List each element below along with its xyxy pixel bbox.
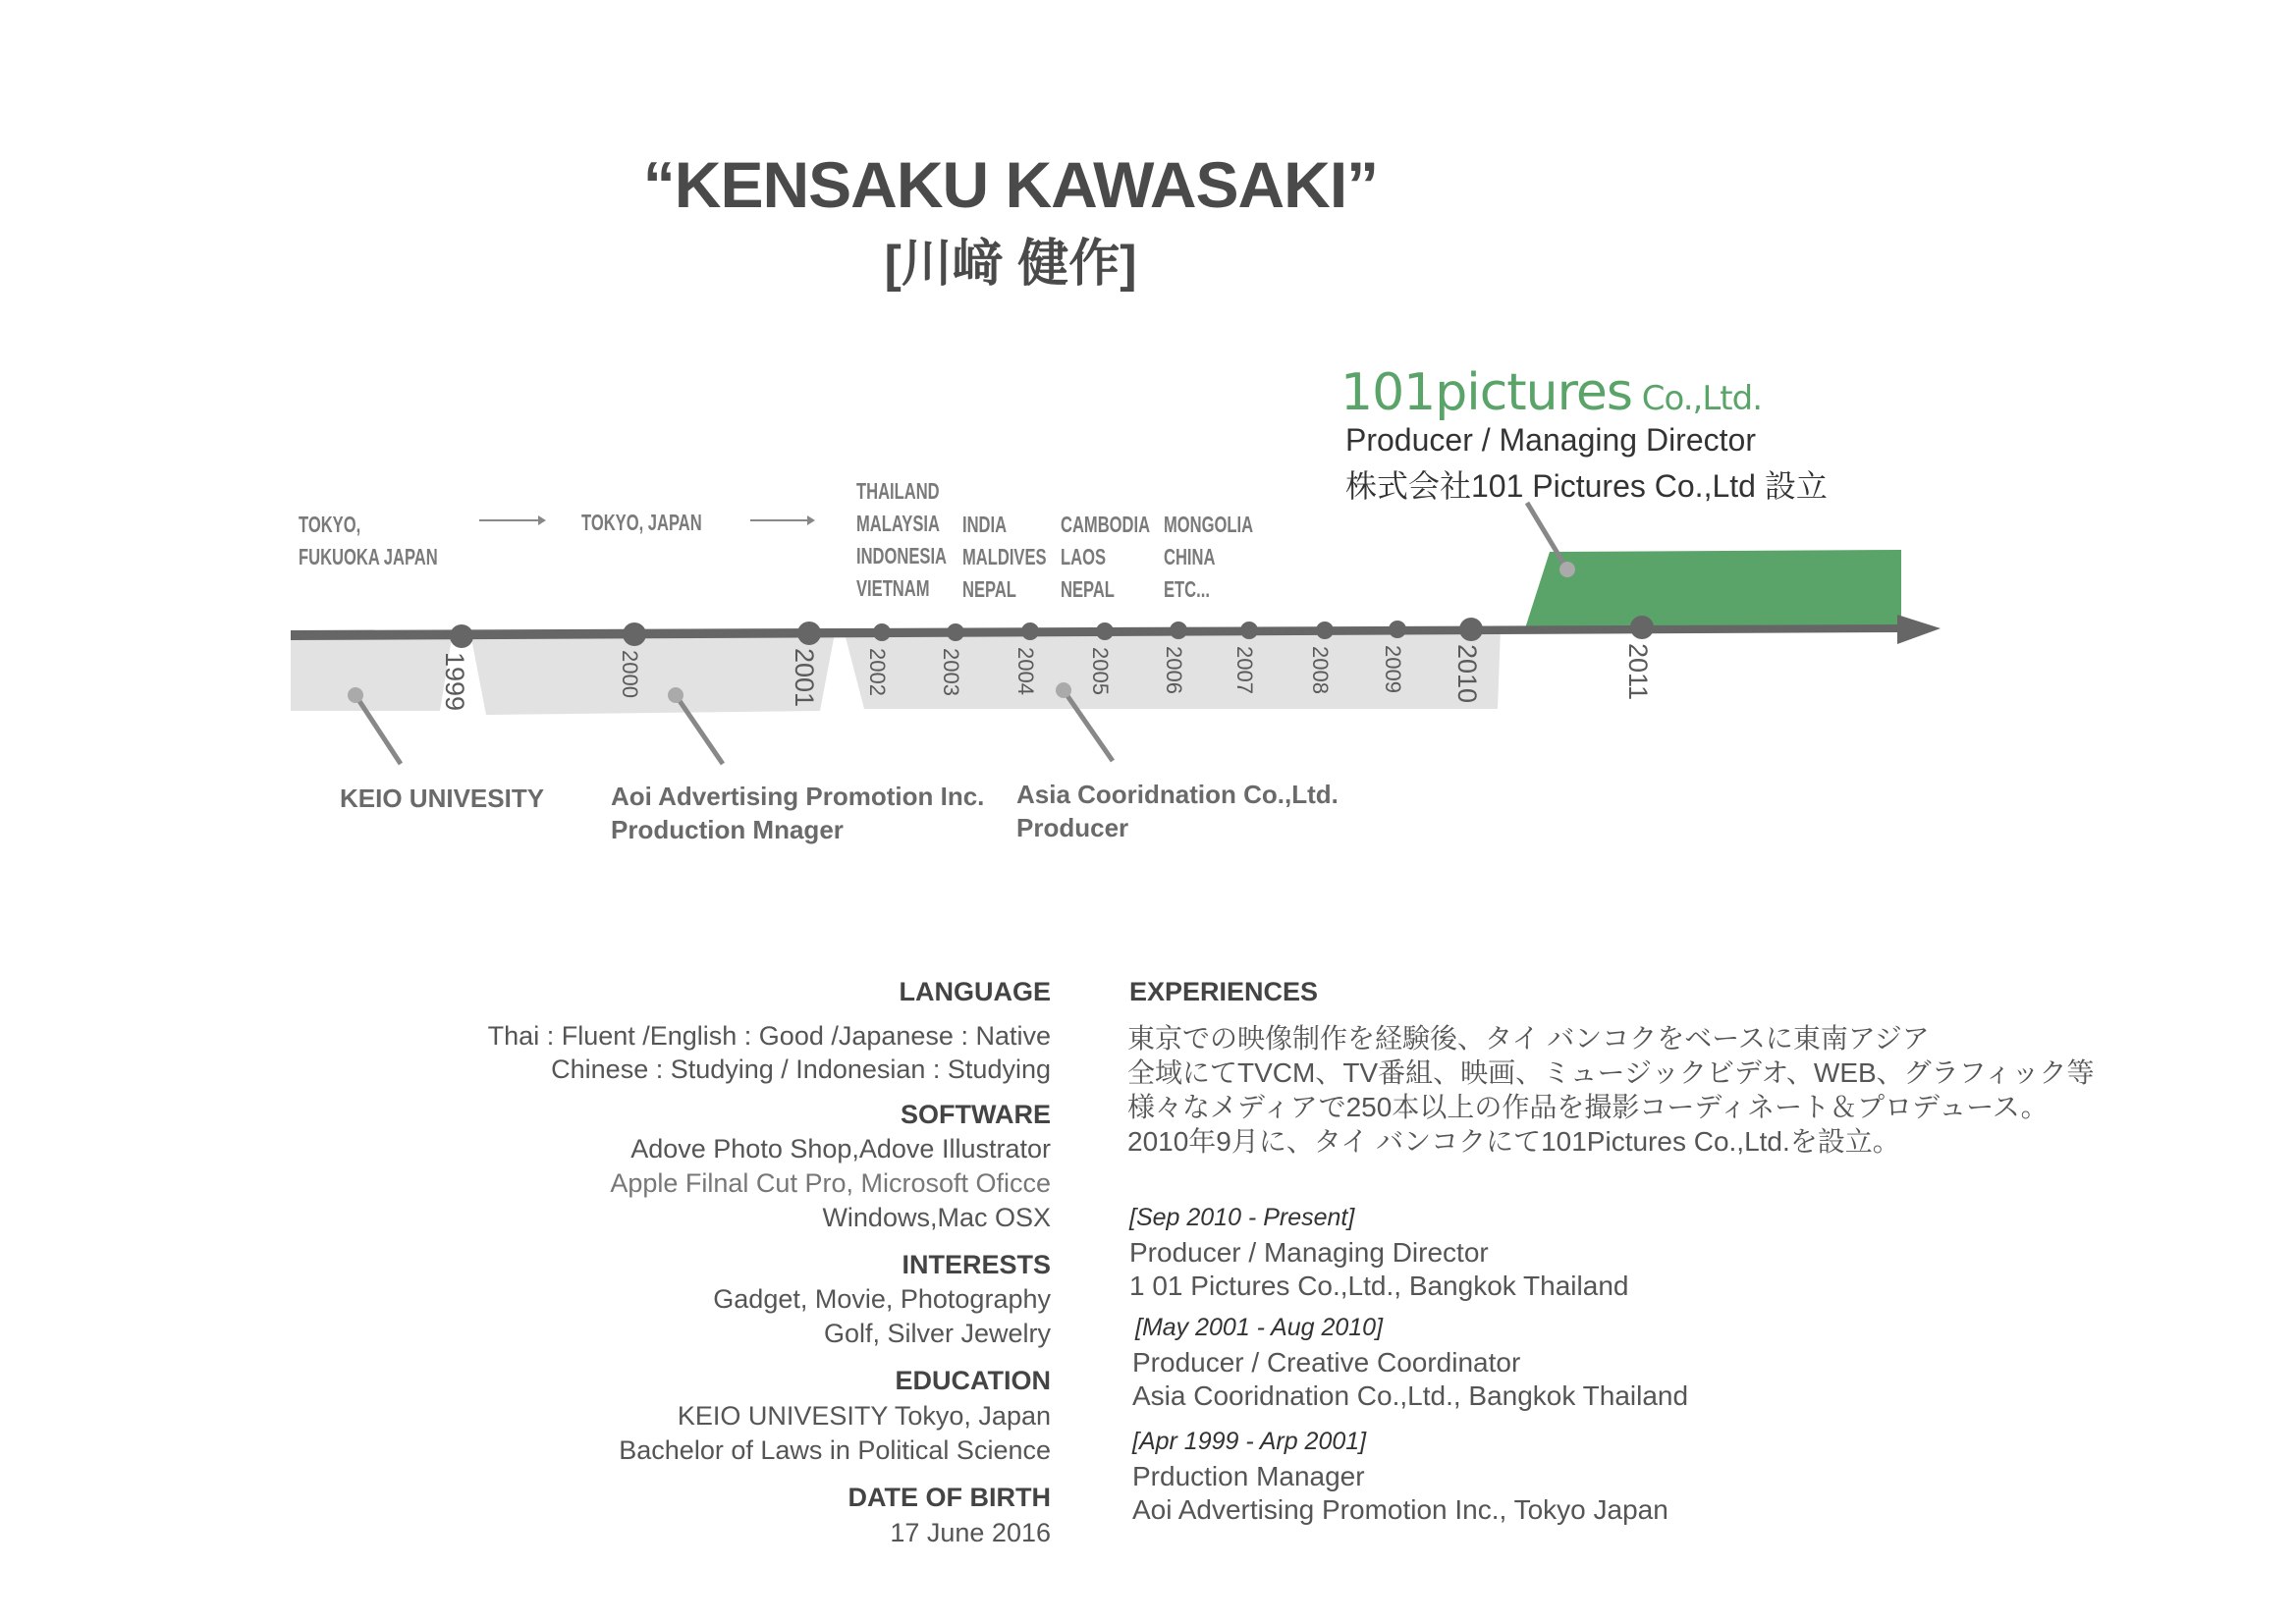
education-line: Bachelor of Laws in Political Science: [619, 1435, 1051, 1465]
year-label-2004: 2004: [1013, 647, 1038, 695]
location-line: VIETNAM: [856, 575, 930, 601]
dot-2004: [1021, 622, 1039, 640]
dot-2000: [623, 622, 646, 646]
page-title: “KENSAKU KAWASAKI”: [642, 148, 1379, 221]
interests-heading: INTERESTS: [902, 1250, 1051, 1279]
year-label-2000: 2000: [618, 650, 642, 698]
dot-2008: [1316, 622, 1334, 639]
job-period: [Sep 2010 - Present]: [1129, 1204, 1355, 1231]
caption-keio: [340, 782, 544, 815]
education-heading: EDUCATION: [895, 1366, 1051, 1395]
location-line: LAOS: [1061, 544, 1107, 569]
caption-aoi: [611, 780, 984, 846]
dot-2006: [1170, 622, 1187, 639]
year-label-2005: 2005: [1088, 647, 1113, 695]
location-line: ETC...: [1164, 576, 1210, 602]
caption-line: KEIO UNIVESITY: [340, 784, 545, 813]
location-sea-3: [1061, 509, 1150, 606]
birth-value: 17 June 2016: [890, 1518, 1051, 1547]
location-line: TOKYO, JAPAN: [581, 510, 702, 535]
experiences-heading: EXPERIENCES: [1129, 977, 1319, 1006]
software-line: Apple Filnal Cut Pro, Microsoft Oficce: [610, 1168, 1051, 1198]
language-heading: LANGUAGE: [899, 977, 1051, 1006]
location-line: INDIA: [962, 512, 1008, 537]
location-sea-2: [962, 509, 1047, 606]
location-line: MONGOLIA: [1164, 512, 1254, 537]
year-label-2002: 2002: [865, 648, 890, 696]
dot-2003: [947, 623, 964, 641]
caption-line: Aoi Advertising Promotion Inc.: [611, 782, 985, 811]
location-line: THAILAND: [856, 478, 940, 504]
job-company: Asia Cooridnation Co.,Ltd., Bangkok Thailand: [1132, 1380, 1689, 1411]
location-line: CHINA: [1164, 544, 1216, 569]
location-line: NEPAL: [1061, 576, 1115, 602]
year-label-2010: 2010: [1452, 644, 1482, 704]
timeline-band-101pictures: [1525, 550, 1901, 628]
location-line: NEPAL: [962, 576, 1016, 602]
experience-description-line: 2010年9月に、タイ バンコクにて101Pictures Co.,Ltd.を設立。: [1127, 1126, 1900, 1157]
dot-2001: [797, 622, 821, 645]
location-sea-1: [856, 475, 947, 605]
dot-2002: [873, 623, 891, 641]
dot-2011: [1630, 616, 1654, 639]
company-logo: [1340, 363, 1762, 422]
language-line: Thai : Fluent /English : Good /Japanese : Native: [487, 1021, 1051, 1051]
year-label-2011: 2011: [1623, 643, 1653, 701]
location-tokyo-fukuoka: [299, 509, 438, 573]
caption-line: Asia Cooridnation Co.,Ltd.: [1016, 780, 1339, 809]
language-line: Chinese : Studying / Indonesian : Studying: [551, 1055, 1051, 1084]
location-line: CAMBODIA: [1061, 512, 1151, 537]
job-title: Producer / Managing Director: [1129, 1237, 1489, 1268]
job-title: Producer / Creative Coordinator: [1132, 1347, 1521, 1378]
location-line: TOKYO,: [299, 512, 361, 537]
job-period: [May 2001 - Aug 2010]: [1135, 1314, 1384, 1341]
current-role-jp: 株式会社101 Pictures Co.,Ltd 設立: [1345, 468, 1828, 504]
location-line: INDONESIA: [856, 543, 948, 568]
location-tokyo: [581, 507, 702, 539]
timeline-arrowhead: [1897, 615, 1941, 644]
software-heading: SOFTWARE: [901, 1100, 1051, 1129]
education-line: KEIO UNIVESITY Tokyo, Japan: [677, 1401, 1051, 1431]
dot-2010: [1459, 618, 1483, 641]
experience-description-line: 東京での映像制作を経験後、タイ バンコクをベースに東南アジア: [1127, 1023, 1930, 1054]
interests-line: Gadget, Movie, Photography: [713, 1284, 1051, 1314]
job-title: Prduction Manager: [1132, 1461, 1365, 1491]
company-pointer-dot: [1559, 562, 1575, 577]
location-line: FUKUOKA JAPAN: [299, 544, 438, 569]
birth-heading: DATE OF BIRTH: [847, 1483, 1051, 1512]
experience-description-line: 様々なメディアで250本以上の作品を撮影コーディネート＆プロデュース。: [1127, 1092, 2049, 1122]
year-label-2008: 2008: [1308, 646, 1333, 694]
job-company: 1 01 Pictures Co.,Ltd., Bangkok Thailand: [1129, 1271, 1629, 1301]
interests-line: Golf, Silver Jewelry: [823, 1319, 1051, 1348]
year-label-2003: 2003: [939, 648, 963, 696]
location-line: MALDIVES: [962, 544, 1047, 569]
location-asia: [1164, 509, 1253, 606]
caption-line: Producer: [1016, 813, 1129, 842]
company-logo-suffix: Co.,Ltd.: [1631, 379, 1762, 418]
dot-1999: [450, 624, 473, 648]
job-period: [Apr 1999 - Arp 2001]: [1132, 1428, 1367, 1455]
current-role: Producer / Managing Director: [1345, 422, 1756, 458]
dot-2007: [1240, 622, 1258, 639]
company-pointer: [1527, 503, 1567, 569]
name-kanji: [川﨑 健作]: [884, 236, 1137, 293]
timeline-band-keio: [291, 638, 452, 711]
experience-description-line: 全域にてTVCM、TV番組、映画、ミュージックビデオ、WEB、グラフィック等: [1127, 1057, 2095, 1088]
company-logo-main: 101pictures: [1340, 363, 1632, 422]
job-company: Aoi Advertising Promotion Inc., Tokyo Japan: [1132, 1494, 1668, 1525]
caption-asia: [1016, 778, 1339, 844]
year-label-2006: 2006: [1162, 646, 1186, 694]
timeline-band-aoi: [471, 633, 835, 715]
location-line: MALAYSIA: [856, 511, 940, 536]
year-label-2009: 2009: [1381, 645, 1405, 693]
year-label-2001: 2001: [790, 648, 819, 708]
year-label-1999: 1999: [440, 652, 469, 712]
caption-line: Production Mnager: [611, 815, 844, 844]
dot-2005: [1096, 622, 1114, 640]
software-line: Adove Photo Shop,Adove Illustrator: [630, 1134, 1051, 1163]
software-line: Windows,Mac OSX: [822, 1203, 1051, 1232]
dot-2009: [1389, 621, 1406, 638]
year-label-2007: 2007: [1232, 646, 1257, 694]
